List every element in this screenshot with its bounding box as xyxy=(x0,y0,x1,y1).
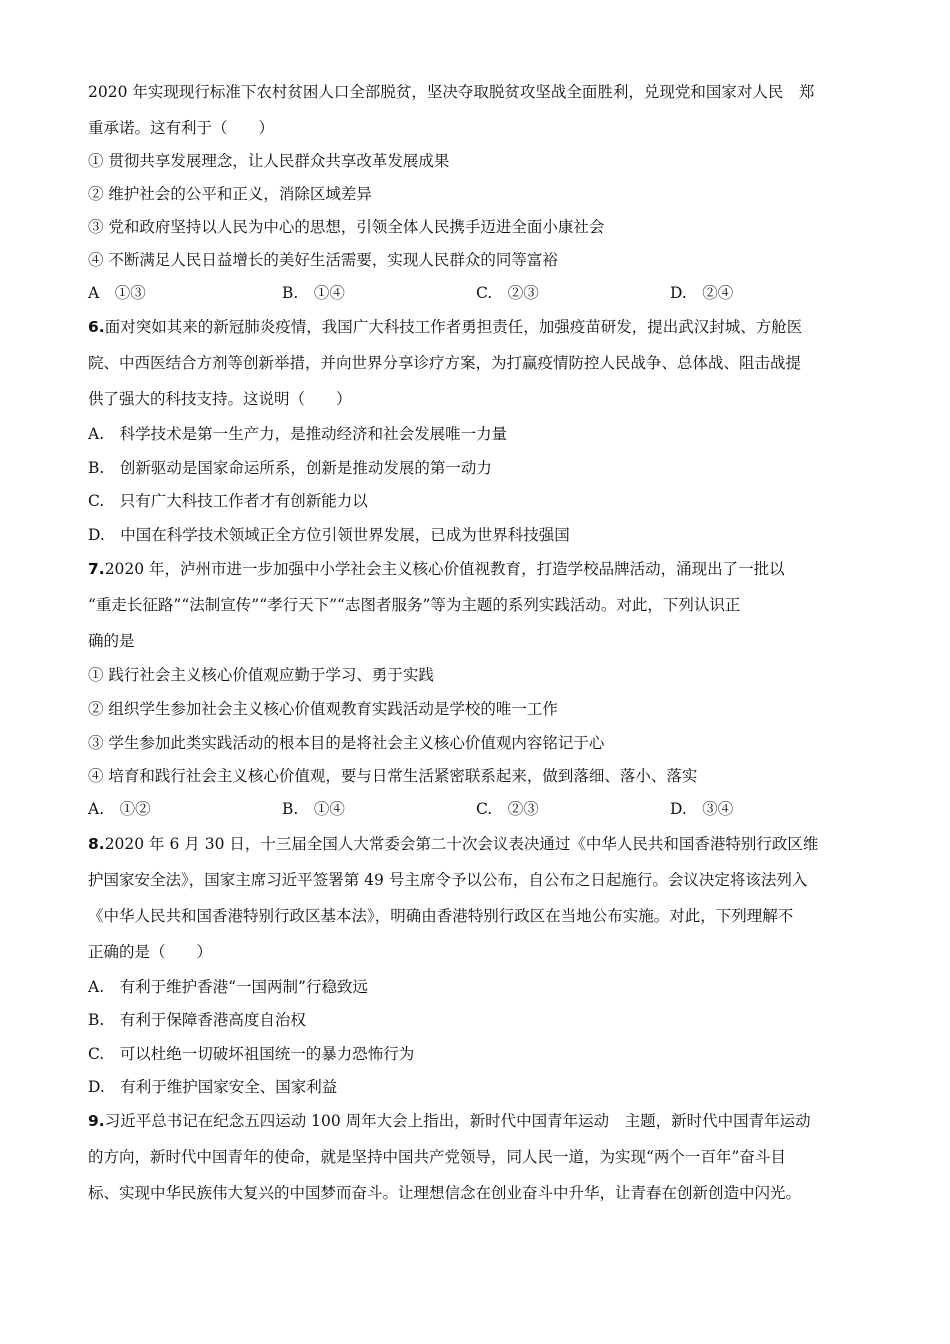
q7-number: 7. xyxy=(88,560,105,578)
q5-item-1: ① 贯彻共享发展理念，让人民群众共享改革发展成果 xyxy=(88,152,450,170)
q5-option-b[interactable]: B. ①④ xyxy=(282,284,345,302)
q5-option-c[interactable]: C. ②③ xyxy=(476,284,539,302)
q8-stem-line2: 护国家安全法》，国家主席习近平签署第 49 号主席令予以公布，自公布之日起施行。会议决定将该法列入 xyxy=(88,871,808,889)
q6-stem-line3: 供了强大的科技支持。这说明（ ） xyxy=(88,390,352,408)
q7-item-3: ③ 学生参加此类实践活动的根本目的是将社会主义核心价值观内容铭记于心 xyxy=(88,734,605,752)
q9-stem-line1 xyxy=(88,1111,868,1131)
q6-option-d[interactable]: D. 中国在科学技术领域正全方位引领世界发展，已成为世界科技强国 xyxy=(88,526,570,544)
q7-item-2: ② 组织学生参加社会主义核心价值观教育实践活动是学校的唯一工作 xyxy=(88,700,558,718)
q8-option-a[interactable]: A. 有利于维护香港“一国两制”行稳致远 xyxy=(88,978,368,996)
q8-option-d[interactable]: D. 有利于维护国家安全、国家利益 xyxy=(88,1078,338,1096)
q8-stem-line3: 《中华人民共和国香港特别行政区基本法》，明确由香港特别行政区在当地公布实施。对此，下列理解不 xyxy=(88,907,794,925)
q5-stem-line1: 2020 年实现现行标准下农村贫困人口全部脱贫，坚决夺取脱贫攻坚战全面胜利，兑现党和国家对人民 郑 xyxy=(88,83,815,101)
q5-item-2: ② 维护社会的公平和正义，消除区域差异 xyxy=(88,185,372,203)
q8-option-b[interactable]: B. 有利于保障香港高度自治权 xyxy=(88,1011,306,1029)
q7-stem-line3: 确的是 xyxy=(88,632,135,650)
q6-option-a[interactable]: A. 科学技术是第一生产力，是推动经济和社会发展唯一力量 xyxy=(88,425,508,443)
q8-stem-text1: 2020 年 6 月 30 日，十三届全国人大常委会第二十次会议表决通过《中华人民共和国香港特别行政区维 xyxy=(104,835,819,853)
q7-item-4: ④ 培育和践行社会主义核心价值观，要与日常生活紧密联系起来，做到落细、落小、落实 xyxy=(88,767,698,785)
q7-option-c[interactable]: C. ②③ xyxy=(476,800,539,818)
q8-option-c[interactable]: C. 可以杜绝一切破坏祖国统一的暴力恐怖行为 xyxy=(88,1045,415,1063)
q5-option-d[interactable]: D. ②④ xyxy=(670,284,734,302)
q7-option-a[interactable]: A. ①② xyxy=(88,800,151,818)
q7-stem-line2: “重走长征路”“法制宣传”“孝行天下”“志图者服务”等为主题的系列实践活动。对此，下列认识正 xyxy=(88,596,741,614)
q6-stem-text1: 面对突如其来的新冠肺炎疫情，我国广大科技工作者勇担责任，加强疫苗研发，提出武汉封城、方舱医 xyxy=(104,318,803,336)
q5-option-a[interactable]: A ①③ xyxy=(88,284,146,302)
q6-number: 6. xyxy=(88,318,105,336)
q7-option-b[interactable]: B. ①④ xyxy=(282,800,345,818)
q6-stem-line2: 院、中西医结合方剂等创新举措，并向世界分享诊疗方案，为打赢疫情防控人民战争、总体战、阻击战提 xyxy=(88,354,802,372)
q6-option-c[interactable]: C. 只有广大科技工作者才有创新能力以 xyxy=(88,492,368,510)
q9-number: 9. xyxy=(88,1112,105,1130)
q8-number: 8. xyxy=(88,835,105,853)
q7-stem-line1 xyxy=(88,559,868,579)
q5-stem-line2: 重承诺。这有利于（ ） xyxy=(88,119,275,137)
q9-stem-line2: 的方向，新时代中国青年的使命，就是坚持中国共产党领导，同人民一道，为实现“两个一百年”奋斗目 xyxy=(88,1148,786,1166)
q6-option-b[interactable]: B. 创新驱动是国家命运所系，创新是推动发展的第一动力 xyxy=(88,459,492,477)
q8-stem-line4: 正确的是（ ） xyxy=(88,943,213,961)
q9-stem-line3: 标、实现中华民族伟大复兴的中国梦而奋斗。让理想信念在创业奋斗中升华，让青春在创新创造中闪光。 xyxy=(88,1184,802,1202)
q9-stem-text1: 习近平总书记在纪念五四运动 100 周年大会上指出，新时代中国青年运动 主题，新时代中国青年运动 xyxy=(104,1112,811,1130)
q5-item-3: ③ 党和政府坚持以人民为中心的思想，引领全体人民携手迈进全面小康社会 xyxy=(88,218,605,236)
q7-item-1: ① 践行社会主义核心价值观应勤于学习、勇于实践 xyxy=(88,666,434,684)
q6-stem-line1 xyxy=(88,317,868,337)
q5-item-4: ④ 不断满足人民日益增长的美好生活需要，实现人民群众的同等富裕 xyxy=(88,251,558,269)
q8-stem-line1 xyxy=(88,834,868,854)
q7-stem-text1: 2020 年，泸州市进一步加强中小学社会主义核心价值视教育，打造学校品牌活动，涌现出了一批以 xyxy=(104,560,785,578)
q7-option-d[interactable]: D. ③④ xyxy=(670,800,734,818)
